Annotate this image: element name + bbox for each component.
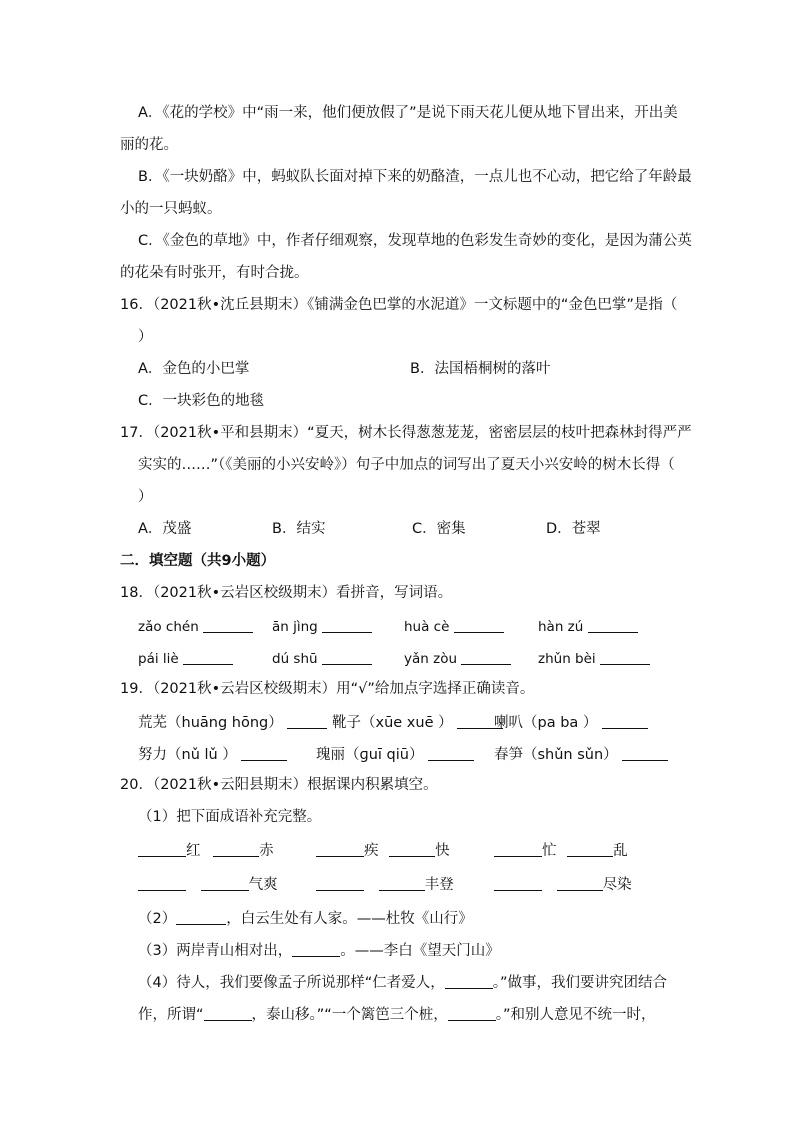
answer-blank[interactable] <box>176 910 226 925</box>
answer-blank[interactable] <box>292 942 340 957</box>
answer-blank[interactable] <box>322 618 372 633</box>
section-heading: 二．填空题（共9小题） <box>120 553 276 569</box>
answer-blank[interactable] <box>567 842 613 857</box>
q17-stem-line3: ） <box>138 489 153 505</box>
q18-item: pái liè <box>138 650 233 667</box>
q20-part4-line2: 作，所谓“ ，泰山移。”“一个篱笆三个桩， 。”和别人意见不统一时， <box>138 1007 656 1023</box>
q19-item: 靴子（xūe xuē ） <box>332 714 503 731</box>
answer-blank[interactable] <box>204 1006 252 1021</box>
q17-stem-line1: 17．（2021秋•平和县期末）“夏天，树木长得葱葱茏茏，密密层层的枝叶把森林封得严严 <box>120 425 692 441</box>
idiom-row-2: 气爽 <box>138 876 278 893</box>
q15-option-b-line1: B．《一块奶酪》中，蚂蚁队长面对掉下来的奶酪渣，一点儿也不心动，把它给了年龄最 <box>138 169 692 185</box>
answer-blank[interactable] <box>138 842 186 857</box>
answer-blank[interactable] <box>461 650 511 665</box>
q15-option-b-line2: 小的一只蚂蚁。 <box>120 201 222 217</box>
q16-option-a[interactable]: A．金色的小巴掌 <box>138 361 250 377</box>
q18-item: huà cè <box>404 618 504 635</box>
idiom-row-2b: 丰登 <box>316 876 454 893</box>
q16-stem-line2: ） <box>138 329 153 345</box>
answer-blank[interactable] <box>316 842 364 857</box>
answer-blank[interactable] <box>379 876 425 891</box>
q17-stem-line2: 实实的……”（《美丽的小兴安岭》）句子中加点的词写出了夏天小兴安岭的树木长得（ <box>138 457 675 473</box>
q18-item: yǎn zòu <box>404 650 511 667</box>
idiom-row-1c: 忙 乱 <box>494 842 628 859</box>
q15-option-a-line2: 丽的花。 <box>120 137 178 153</box>
q19-item: 荒芜（huāng hōng） <box>138 714 327 731</box>
answer-blank[interactable] <box>389 842 435 857</box>
answer-blank[interactable] <box>203 618 253 633</box>
q17-option-c[interactable]: C．密集 <box>412 521 466 537</box>
q17-option-d[interactable]: D．苍翠 <box>546 521 601 537</box>
answer-blank[interactable] <box>241 746 287 761</box>
q19-stem: 19．（2021秋•云岩区校级期末）用“√”给加点字选择正确读音。 <box>120 681 535 697</box>
q16-option-b[interactable]: B．法国梧桐树的落叶 <box>410 361 551 377</box>
answer-blank[interactable] <box>557 876 603 891</box>
answer-blank[interactable] <box>287 714 327 729</box>
answer-blank[interactable] <box>494 876 542 891</box>
q19-item: 瑰丽（ɡuī qiū） <box>316 746 474 763</box>
answer-blank[interactable] <box>138 876 186 891</box>
q15-option-c-line1: C．《金色的草地》中，作者仔细观察，发现草地的色彩发生奇妙的变化，是因为蒲公英 <box>138 233 692 249</box>
answer-blank[interactable] <box>201 876 249 891</box>
q18-item: hàn zú <box>538 618 638 635</box>
idiom-row-1: 红 赤 <box>138 842 274 859</box>
q18-item: zǎo chén <box>138 618 253 635</box>
q19-item: 喇叭（pa ba ） <box>494 714 648 731</box>
answer-blank[interactable] <box>183 650 233 665</box>
idiom-row-1b: 疾 快 <box>316 842 450 859</box>
q15-option-c-line2: 的花朵有时张开，有时合拢。 <box>120 265 309 281</box>
answer-blank[interactable] <box>322 650 372 665</box>
q17-option-a[interactable]: A．茂盛 <box>138 521 192 537</box>
q19-item: 努力（nǔ lǔ ） <box>138 746 287 763</box>
answer-blank[interactable] <box>588 618 638 633</box>
q18-item: dú shū <box>272 650 372 667</box>
answer-blank[interactable] <box>622 746 668 761</box>
q20-part2: （2） ，白云生处有人家。——杜牧《山行》 <box>138 911 473 927</box>
q16-option-c[interactable]: C．一块彩色的地毯 <box>138 393 265 409</box>
q20-stem: 20．（2021秋•云阳县期末）根据课内积累填空。 <box>120 777 438 793</box>
answer-blank[interactable] <box>454 618 504 633</box>
q19-item: 春笋（shǔn sǔn） <box>494 746 668 763</box>
answer-blank[interactable] <box>600 650 650 665</box>
answer-blank[interactable] <box>428 746 474 761</box>
q16-stem-line1: 16．（2021秋•沈丘县期末）《铺满金色巴掌的水泥道》一文标题中的“金色巴掌”是指（ <box>120 297 678 313</box>
answer-blank[interactable] <box>602 714 648 729</box>
answer-blank[interactable] <box>445 974 493 989</box>
q18-stem: 18．（2021秋•云岩区校级期末）看拼音，写词语。 <box>120 585 453 601</box>
q17-option-b[interactable]: B．结实 <box>272 521 326 537</box>
answer-blank[interactable] <box>316 876 364 891</box>
q18-item: ān jìng <box>272 618 372 635</box>
q18-item: zhǔn bèi <box>538 650 650 667</box>
q20-part4-line1: （4）待人，我们要像孟子所说那样“仁者爱人， 。”做事，我们要讲究团结合 <box>138 975 668 991</box>
answer-blank[interactable] <box>494 842 542 857</box>
q15-option-a-line1: A．《花的学校》中“雨一来，他们便放假了”是说下雨天花儿便从地下冒出来，开出美 <box>138 105 678 121</box>
q20-part3: （3）两岸青山相对出， 。——李白《望天门山》 <box>138 943 500 959</box>
answer-blank[interactable] <box>448 1006 496 1021</box>
idiom-row-2c: 尽染 <box>494 876 632 893</box>
answer-blank[interactable] <box>213 842 259 857</box>
q20-part1: （1）把下面成语补充完整。 <box>138 809 322 825</box>
